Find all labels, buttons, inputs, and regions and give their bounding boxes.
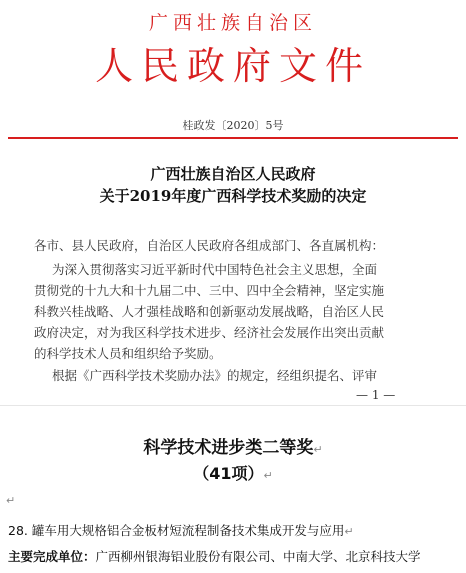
body-paragraph-line: 科教兴桂战略、人才强桂战略和创新驱动发展战略，自治区人民 [34, 304, 385, 319]
body-paragraph-line: 根据《广西科学技术奖励办法》的规定，经组织提名、评审 [52, 368, 378, 383]
units-list: 广西柳州银海铝业股份有限公司、中南大学、北京科技大学 [95, 549, 421, 564]
award-entry-units [8, 547, 421, 565]
award-count-text: （41项） [193, 464, 264, 483]
award-category-heading [0, 433, 466, 458]
document-number: 桂政发〔2020〕5号 [182, 119, 284, 132]
body-paragraph-line: 为深入贯彻落实习近平新时代中国特色社会主义思想，全面 [52, 262, 378, 277]
paragraph-mark-icon: ↵ [263, 469, 273, 482]
body-paragraph-line: 贯彻党的十九大和十九届二中、三中、四中全会精神，坚定实施 [34, 283, 385, 298]
award-entry-title-text: 28. 罐车用大规格铝合金板材短流程制备技术集成开发与应用 [8, 523, 345, 538]
paragraph-mark-icon: ↵ [344, 525, 354, 538]
recipients-line: 各市、县人民政府，自治区人民政府各组成部门、各直属机构： [34, 238, 385, 253]
award-entry-title [8, 521, 354, 539]
page-number: — 1 — [356, 388, 396, 402]
paragraph-mark-icon: ↵ [6, 494, 16, 507]
red-divider [8, 137, 458, 139]
award-count-heading [0, 461, 466, 484]
body-paragraph-line: 的科学技术人员和组织给予奖励。 [34, 346, 222, 361]
decision-title-line2: 关于2019年度广西科学技术奖励的决定 [99, 187, 367, 205]
page-break [0, 405, 466, 406]
body-paragraph-line: 政府决定，对为我区科学技术进步、经济社会发展作出突出贡献 [34, 325, 385, 340]
award-category-text: 科学技术进步类二等奖 [143, 438, 314, 458]
units-label: 主要完成单位： [8, 549, 96, 564]
paragraph-mark-icon: ↵ [313, 443, 323, 456]
issuer-header: 广西壮族自治区 [148, 12, 317, 34]
document-type-header: 人民政府文件 [94, 44, 371, 88]
decision-title-line1: 广西壮族自治区人民政府 [150, 165, 316, 183]
